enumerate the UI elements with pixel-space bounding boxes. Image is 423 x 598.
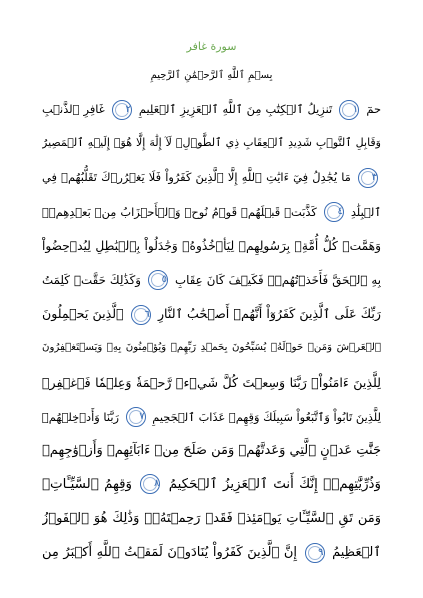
- text-line: [42, 229, 381, 263]
- verse-text: ٱلۡبِلَٰدِ: [350, 204, 381, 219]
- verse-text: وَقَابِلِ ٱلتَّوۡبِ شَدِيدِ ٱلۡعِقَابِ ذِي ٱلطَّوۡلِۖ لَآ إِلَٰهَ إِلَّا هُوَۖ إِلَيۡهِ ٱلۡمَصِيرُ: [42, 136, 381, 150]
- ayah-number-marker: ٦: [131, 305, 151, 325]
- ayah-number-marker: ٨: [140, 474, 160, 494]
- text-line: [42, 400, 381, 434]
- text-line: [42, 195, 381, 229]
- text-line: [42, 160, 381, 194]
- text-line: [42, 331, 381, 365]
- verse-text: ٱلَّذِينَ يَحۡمِلُونَ: [42, 306, 124, 322]
- verse-text: ٱلۡعَرۡشَ وَمَنۡ حَوۡلَهُۥ يُسَبِّحُونَ بِحَمۡدِ رَبِّهِمۡ وَيُؤۡمِنُونَ بِهِۦ وَيَسۡتَغۡفِرُونَ: [42, 342, 381, 354]
- quran-text-block: [42, 92, 381, 571]
- ayah-number-marker: ٢: [112, 100, 132, 120]
- verse-text: وَقِهِمُ ٱلسَّيِّـَٔاتِۚ: [42, 477, 133, 493]
- verse-text: لِلَّذِينَ ءَامَنُواْۖ رَبَّنَا وَسِعۡتَ كُلَّ شَيۡءٖ رَّحۡمَةٗ وَعِلۡمٗا فَٱغۡفِرۡ: [42, 374, 381, 390]
- ayah-number-marker: ٧: [126, 407, 146, 427]
- verse-text: ٱلۡعَظِيمُ: [332, 545, 381, 561]
- text-line: [42, 502, 381, 536]
- basmala: بِسۡمِ ٱللَّهِ ٱلرَّحۡمَٰنِ ٱلرَّحِيمِ: [150, 70, 273, 81]
- text-line: [42, 263, 381, 297]
- verse-text: حمٓ: [366, 102, 381, 116]
- ayah-number-marker: ٩: [305, 543, 325, 563]
- verse-text: رَبَّنَا وَأَدۡخِلۡهُمۡ: [42, 409, 119, 424]
- verse-text: تَنزِيلُ ٱلۡكِتَٰبِ مِنَ ٱللَّهِ ٱلۡعَزِيزِ ٱلۡعَلِيمِ: [138, 102, 333, 116]
- text-line: [42, 366, 381, 400]
- text-line: [42, 468, 381, 502]
- ayah-number-marker: ٤: [324, 202, 344, 222]
- verse-text: كَذَّبَتۡ قَبۡلَهُمۡ قَوۡمُ نُوحٖ وَٱلۡأَحۡزَابُ مِنۢ بَعۡدِهِمۡۖ: [42, 204, 317, 219]
- text-line: [42, 126, 381, 160]
- verse-text: وَهَمَّتۡ كُلُّ أُمَّةِۭ بِرَسُولِهِمۡ لِيَأۡخُذُوهُۖ وَجَٰدَلُواْ بِٱلۡبَٰطِلِ لِيُدۡحِضُواْ: [42, 238, 381, 253]
- text-line: [42, 434, 381, 468]
- verse-text: لِلَّذِينَ تَابُواْ وَٱتَّبَعُواْ سَبِيلَكَ وَقِهِمۡ عَذَابَ ٱلۡجَحِيمِ: [152, 409, 381, 424]
- verse-text: غَافِرِ ٱلذَّنۢبِ: [42, 102, 105, 116]
- ayah-number-marker: ٥: [148, 270, 168, 290]
- verse-text: وَكَذَٰلِكَ حَقَّتۡ كَلِمَتُ: [42, 272, 141, 287]
- ayah-number-marker: ٣: [358, 168, 378, 188]
- ayah-number-marker: ١: [339, 100, 359, 120]
- text-line: [42, 297, 381, 331]
- verse-text: إِنَّ ٱلَّذِينَ كَفَرُواْ يُنَادَوۡنَ لَمَقۡتُ ٱللَّهِ أَكۡبَرُ مِن: [42, 545, 297, 561]
- text-line: [42, 92, 381, 126]
- verse-text: وَمَن تَقِ ٱلسَّيِّـَٔاتِ يَوۡمَئِذٖ فَقَدۡ رَحِمۡتَهُۥۚ وَذَٰلِكَ هُوَ ٱلۡفَوۡزُ: [42, 511, 381, 527]
- text-line: [42, 536, 381, 570]
- verse-text: وَذُرِّيَّٰتِهِمۡۚ إِنَّكَ أَنتَ ٱلۡعَزِيزُ ٱلۡحَكِيمُ: [168, 477, 381, 493]
- verse-text: رَبِّكَ عَلَى ٱلَّذِينَ كَفَرُوٓاْ أَنَّهُمۡ أَصۡحَٰبُ ٱلنَّارِ: [157, 306, 381, 322]
- verse-text: جَنَّٰتِ عَدۡنٍ ٱلَّتِي وَعَدتَّهُمۡ وَمَن صَلَحَ مِنۡ ءَابَآئِهِمۡ وَأَزۡوَٰجِهِمۡ: [42, 442, 381, 458]
- verse-text: بِهِ ٱلۡحَقَّ فَأَخَذۡتُهُمۡۖ فَكَيۡفَ كَانَ عِقَابِ: [175, 272, 381, 287]
- verse-text: مَا يُجَٰدِلُ فِيٓ ءَايَٰتِ ٱللَّهِ إِلَّا ٱلَّذِينَ كَفَرُواْ فَلَا يَغۡرُرۡكَ تَقَلُّبُهُمۡ فِي: [42, 170, 351, 185]
- surah-title: سورة غافر: [186, 40, 237, 53]
